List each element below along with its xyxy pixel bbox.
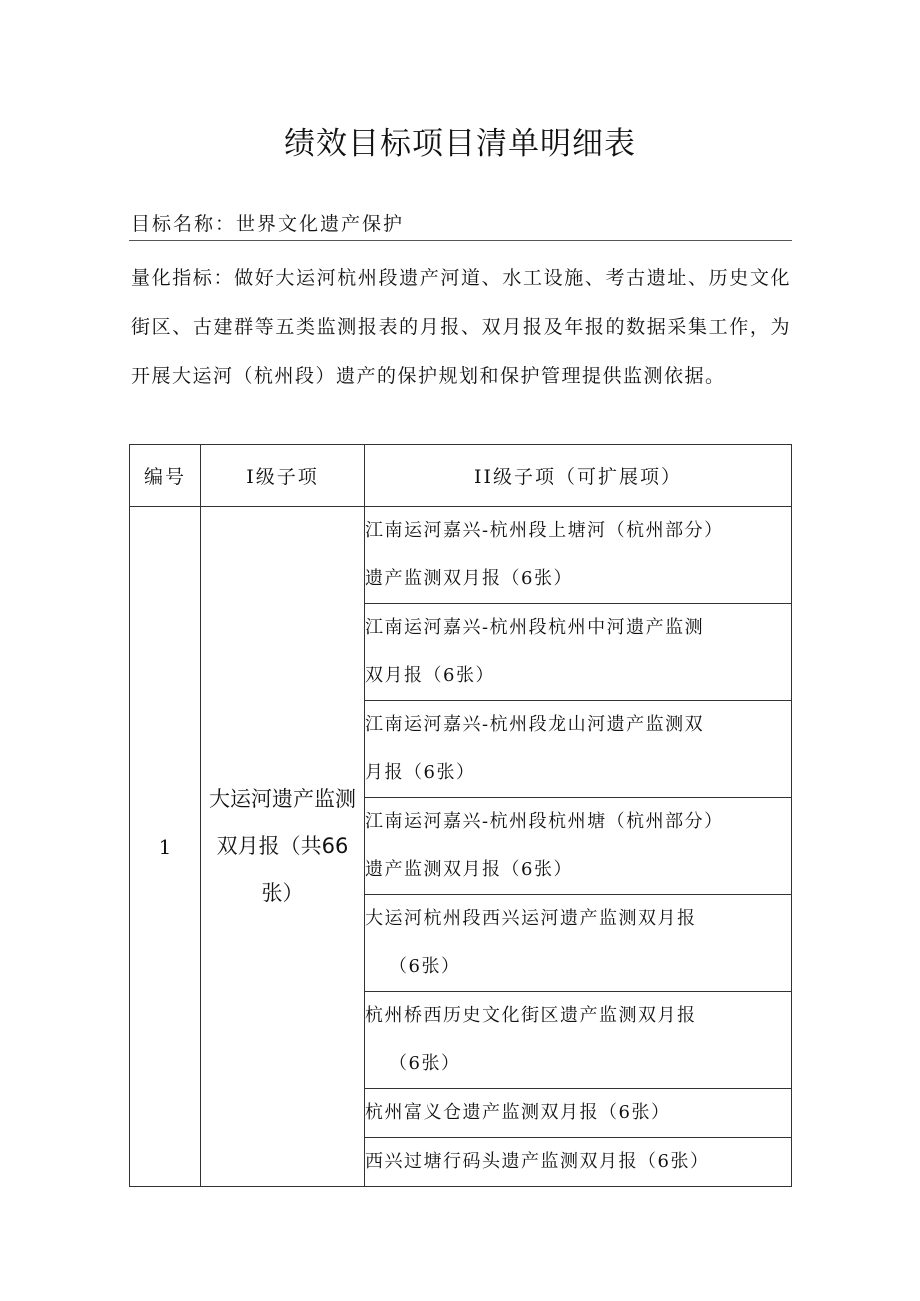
level2-item-line: 双月报（6张） (365, 665, 495, 686)
level2-item (365, 992, 792, 1089)
level2-item-line: 遗产监测双月报（6张） (365, 568, 573, 589)
row-number: 1 (130, 507, 201, 1187)
level2-item-line: 杭州桥西历史文化街区遗产监测双月报 (365, 1005, 697, 1026)
level2-item (365, 701, 792, 798)
level2-item-line: 西兴过塘行码头遗产监测双月报（6张） (365, 1151, 710, 1172)
level2-item (365, 895, 792, 992)
table-row (130, 507, 792, 604)
detail-table (129, 444, 792, 1187)
level2-item-line: 遗产监测双月报（6张） (365, 859, 573, 880)
level2-item-line: 江南运河嘉兴-杭州段龙山河遗产监测双 (365, 714, 705, 735)
header-number: 编号 (130, 445, 201, 507)
level2-item-line: （6张） (389, 1053, 461, 1074)
table-header-row (130, 445, 792, 507)
level2-item-line: 大运河杭州段西兴运河遗产监测双月报 (365, 908, 697, 929)
level2-item (365, 507, 792, 604)
level2-item-line: （6张） (389, 956, 461, 977)
goal-name: 目标名称：世界文化遗产保护 (131, 213, 405, 235)
quantified-indicator: 量化指标：做好大运河杭州段遗产河道、水工设施、考古遗址、历史文化街区、古建群等五类监测报表的月报、双月报及年报的数据采集工作，为开展大运河（杭州段）遗产的保护规划和保护管理提供监测依据。 (131, 267, 791, 387)
page-title: 绩效目标项目清单明细表 (284, 126, 636, 162)
level2-item-line: 江南运河嘉兴-杭州段上塘河（杭州部分） (365, 520, 724, 541)
level2-item (365, 1138, 792, 1187)
level2-item-line: 江南运河嘉兴-杭州段杭州中河遗产监测 (365, 617, 705, 638)
level1-item: 大运河遗产监测双月报（共66张） (201, 507, 365, 1187)
level2-item-line: 杭州富义仓遗产监测双月报（6张） (365, 1102, 671, 1123)
level2-item-line: 月报（6张） (365, 762, 476, 783)
header-level2: II级子项（可扩展项） (365, 445, 792, 507)
level2-item (365, 604, 792, 701)
level2-item-line: 江南运河嘉兴-杭州段杭州塘（杭州部分） (365, 811, 724, 832)
level2-item (365, 1089, 792, 1138)
header-level1: I级子项 (201, 445, 365, 507)
level2-item (365, 798, 792, 895)
goal-name-underline (129, 240, 792, 241)
